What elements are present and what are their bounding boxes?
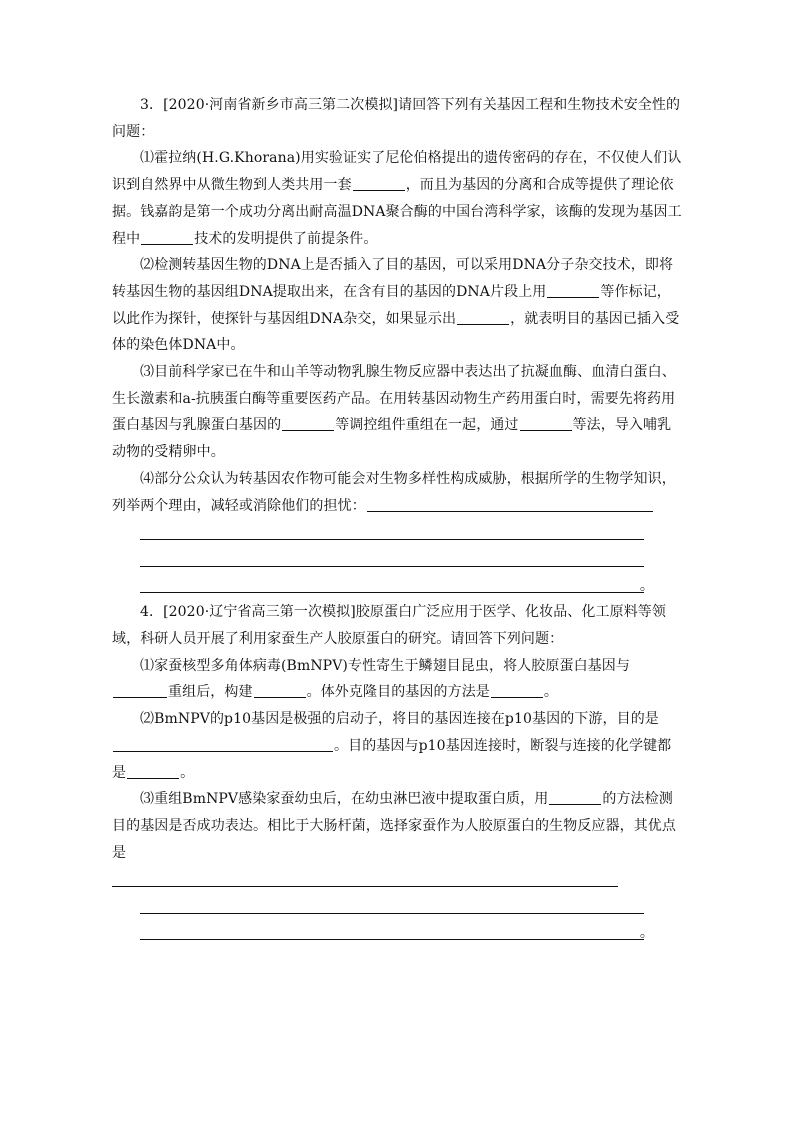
q3-part4-blank-inline[interactable] <box>367 497 653 512</box>
q4-part1-text-c: 。体外克隆目的基因的方法是 <box>306 684 490 701</box>
q4-part1-text-b: 重组后，构建 <box>168 684 253 701</box>
q3-part1-text-c: 技术的发明提供了前提条件。 <box>194 230 378 247</box>
q4-part3-text-a: ⑶重组BmNPV感染家蚕幼虫后，在幼虫淋巴液中提取蛋白质，用 <box>140 791 549 808</box>
q3-part3-blank-1[interactable] <box>282 416 334 431</box>
q4-part3-text-b: 的方法检测目的基因是否成功表达。相比于大肠杆菌，选择家蚕作为人胶原蛋白的生物反应器，其优点是 <box>112 791 676 861</box>
q3-part3-text-b: 等调控组件重组在一起，通过 <box>335 417 519 434</box>
q4-part3-blank-1[interactable] <box>549 790 601 805</box>
q3-part2-blank-1[interactable] <box>547 283 599 298</box>
q3-part1 <box>112 145 684 252</box>
q3-part3-text-a: ⑶目前科学家已在牛和山羊等动物乳腺生物反应器中表达出了抗凝血酶、血清白蛋白、生长激素和a-抗胰蛋白酶等重要医药产品。在用转基因动物生产药用蛋白时，需要先将药用蛋白基因与乳腺蛋白基因的 <box>112 364 676 434</box>
q4-answer-line-2[interactable] <box>112 893 684 920</box>
q3-heading: 3．[2020·河南省新乡市高三第二次模拟]请回答下列有关基因工程和生物技术安全性的问题： <box>112 97 681 140</box>
q4-part1 <box>112 653 684 706</box>
q3-end-mark: 。 <box>639 577 654 594</box>
q3-part4 <box>112 466 684 519</box>
q3-part3-text-c: 等法，导入哺乳动物的受精卵中。 <box>112 417 672 461</box>
q3-answer-line-1[interactable] <box>112 519 684 546</box>
q3-answer-line-3[interactable] <box>112 573 684 600</box>
q4-part1-blank-2[interactable] <box>254 683 306 698</box>
q3-part2-blank-2[interactable] <box>457 310 509 325</box>
q4-part1-text-a: ⑴家蚕核型多角体病毒(BmNPV)专性寄生于鳞翅目昆虫，将人胶原蛋白基因与 <box>140 657 630 674</box>
q4-part2-blank-2[interactable] <box>127 764 179 779</box>
q3-part2-text-a: ⑵检测转基因生物的DNA上是否插入了目的基因，可以采用DNA分子杂交技术，即将转基因生物的基因组DNA提取出来，在含有目的基因的DNA片段上用 <box>112 257 674 300</box>
q3-part4-text: ⑷部分公众认为转基因农作物可能会对生物多样性构成威胁，根据所学的生物学知识，列举两个理由，减轻或消除他们的担忧： <box>112 470 676 514</box>
q4-part1-blank-3[interactable] <box>491 683 543 698</box>
q3-part1-blank-2[interactable] <box>141 230 193 245</box>
q3-part2-text-b: 等作标记，以此作为探针，使探针与基因组DNA杂交，如果显示出 <box>112 283 671 327</box>
q3-part1-text-b: ，而且为基因的分离和合成等提供了理论依据。钱嘉韵是第一个成功分离出耐高温DNA聚合酶的中国台湾科学家，该酶的发现为基因工程中 <box>112 177 682 247</box>
q4-part1-text-d: 。 <box>543 684 559 701</box>
q4-part2-text-a: ⑵BmNPV的p10基因是极强的启动子，将目的基因连接在p10基因的下游，目的是 <box>140 711 659 728</box>
q3-part3-blank-2[interactable] <box>520 416 572 431</box>
q4-end-mark: 。 <box>639 924 654 941</box>
q3-part2-text-c: ，就表明目的基因已插入受体的染色体DNA中。 <box>112 310 680 354</box>
q4-part2 <box>112 706 684 786</box>
q4-answer-line-1[interactable] <box>112 866 684 893</box>
q4-part2-text-c: 。 <box>180 764 195 781</box>
q4-answer-line-3[interactable] <box>112 920 684 947</box>
q3-part2 <box>112 252 684 359</box>
q4-part3 <box>112 786 684 866</box>
q4-heading: 4．[2020·辽宁省高三第一次模拟]胶原蛋白广泛应用于医学、化妆品、化工原料等领域，科研人员开展了利用家蚕生产人胶原蛋白的研究。请回答下列问题： <box>112 604 667 648</box>
document-page <box>112 92 684 946</box>
q3-part1-blank-1[interactable] <box>353 176 405 191</box>
q3-part3 <box>112 359 684 466</box>
q4-part2-text-b: 。目的基因与p10基因连接时，断裂与连接的化学键都是 <box>112 737 672 781</box>
q3-answer-line-2[interactable] <box>112 546 684 573</box>
q4-part2-blank-1[interactable] <box>113 737 333 752</box>
q4-part1-blank-1[interactable] <box>113 683 167 698</box>
q3-part1-text-a: ⑴霍拉纳(H.G.Khorana)用实验证实了尼伦伯格提出的遗传密码的存在，不仅使人们认识到自然界中从微生物到人类共用一套 <box>112 150 682 194</box>
